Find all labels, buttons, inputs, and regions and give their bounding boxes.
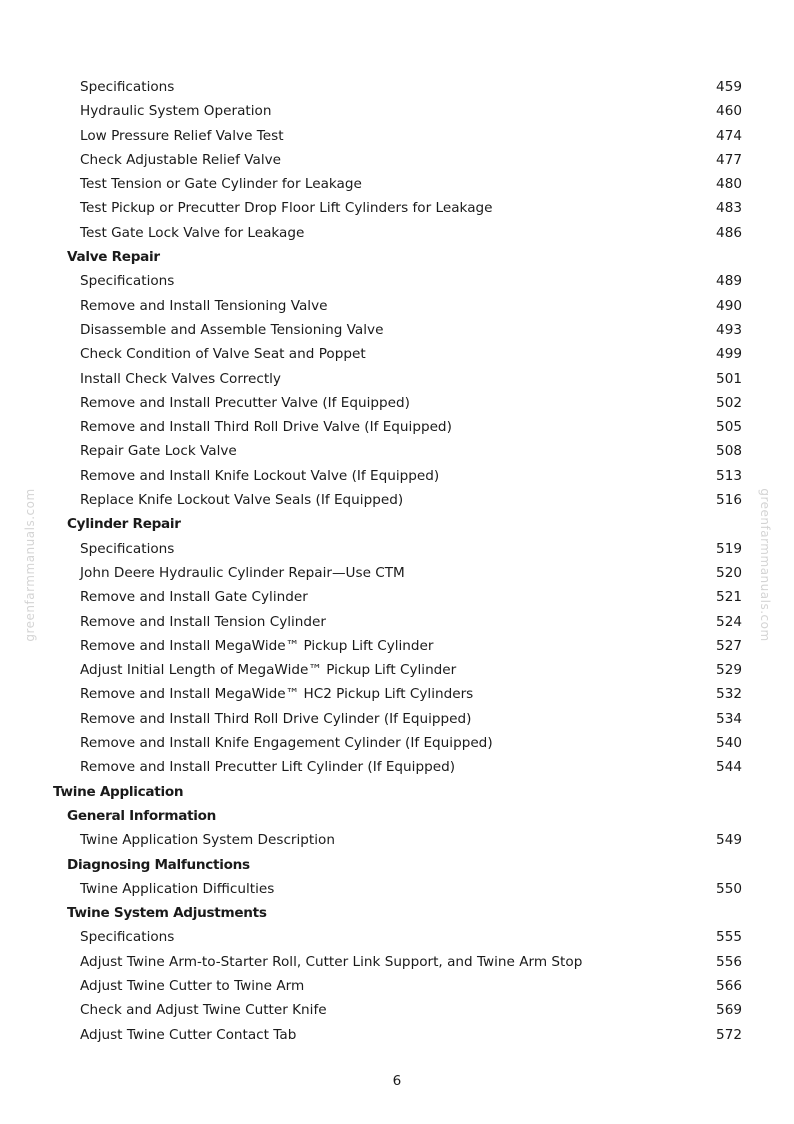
toc-entry-page: 534: [716, 710, 742, 727]
toc-entry-title: Twine Application Difficulties: [80, 880, 275, 897]
toc-entry-page: 490: [716, 297, 742, 314]
toc-entry-page: 544: [716, 759, 742, 776]
toc-entry-page: 460: [716, 103, 742, 120]
toc-entry[interactable]: [0, 439, 794, 463]
toc-entry-title: Twine System Adjustments: [67, 905, 267, 922]
toc-entry-title: Check and Adjust Twine Cutter Knife: [80, 1002, 327, 1019]
toc-entry[interactable]: [0, 75, 794, 99]
toc-entry-title: Specifications: [80, 79, 175, 95]
toc-entry[interactable]: [0, 342, 794, 366]
toc-entry-title: Specifications: [80, 273, 175, 290]
toc-entry-page: 524: [716, 613, 742, 630]
toc-entry-page: 549: [716, 832, 742, 849]
toc-entry-page: 474: [716, 127, 742, 144]
toc-entry[interactable]: [0, 998, 794, 1022]
toc-entry-title: Adjust Twine Cutter to Twine Arm: [80, 977, 305, 994]
toc-entry-page: 480: [716, 176, 742, 193]
watermark-left: greenfarmmanuals.com: [23, 488, 37, 642]
toc-entry-page: 550: [716, 880, 742, 897]
toc-entry-page: 519: [716, 540, 742, 557]
toc-entry-title: Twine Application: [53, 783, 184, 800]
toc-entry-title: Check Condition of Valve Seat and Poppet: [80, 346, 366, 363]
toc-entry-title: Valve Repair: [67, 249, 160, 266]
toc-entry[interactable]: [0, 464, 794, 488]
toc-entry-page: 572: [716, 1026, 742, 1043]
toc-section-heading[interactable]: [0, 853, 794, 877]
toc-entry-title: Disassemble and Assemble Tensioning Valve: [80, 321, 384, 338]
toc-entry-page: 502: [716, 394, 742, 411]
toc-entry-page: 459: [716, 79, 742, 95]
toc-section-heading[interactable]: [0, 780, 794, 804]
toc-entry[interactable]: [0, 950, 794, 974]
toc-entry-page: 505: [716, 419, 742, 436]
toc-entry-title: Replace Knife Lockout Valve Seals (If Equipped): [80, 492, 404, 509]
toc-entry-title: Remove and Install Tensioning Valve: [80, 297, 328, 314]
toc-entry[interactable]: [0, 707, 794, 731]
toc-entry-title: Remove and Install Precutter Valve (If Equipped): [80, 394, 410, 411]
toc-entry-page: 527: [716, 637, 742, 654]
toc-entry-title: Adjust Twine Cutter Contact Tab: [80, 1026, 297, 1043]
toc-entry-title: Hydraulic System Operation: [80, 103, 272, 120]
toc-section-heading[interactable]: [0, 804, 794, 828]
toc-entry-page: 521: [716, 589, 742, 606]
toc-entry-page: 513: [716, 467, 742, 484]
toc-entry[interactable]: [0, 634, 794, 658]
toc-section-heading[interactable]: [0, 512, 794, 536]
toc-entry-title: Check Adjustable Relief Valve: [80, 151, 282, 168]
toc-entry-title: Repair Gate Lock Valve: [80, 443, 237, 460]
toc-entry[interactable]: [0, 974, 794, 998]
toc-entry[interactable]: [0, 148, 794, 172]
toc-entry-title: Test Tension or Gate Cylinder for Leakage: [80, 176, 362, 193]
toc-entry[interactable]: [0, 610, 794, 634]
toc-entry-page: 486: [716, 224, 742, 241]
toc-entry-page: 532: [716, 686, 742, 703]
toc-entry-title: Remove and Install Third Roll Drive Cylinder (If Equipped): [80, 710, 472, 727]
toc-entry[interactable]: [0, 367, 794, 391]
toc-entry-page: 499: [716, 346, 742, 363]
toc-entry-page: 508: [716, 443, 742, 460]
toc-entry-title: Specifications: [80, 929, 175, 946]
toc-entry[interactable]: [0, 658, 794, 682]
toc-entry[interactable]: [0, 124, 794, 148]
toc-entry-page: 569: [716, 1002, 742, 1019]
toc-entry-page: 520: [716, 564, 742, 581]
toc-entry-page: 529: [716, 662, 742, 679]
toc-entry-title: Adjust Twine Arm-to-Starter Roll, Cutter Link Support, and Twine Arm Stop: [80, 953, 583, 970]
toc-entry[interactable]: [0, 172, 794, 196]
toc-entry-title: Remove and Install Knife Engagement Cylinder (If Equipped): [80, 735, 493, 752]
toc-entry-title: Remove and Install Gate Cylinder: [80, 589, 308, 606]
toc-entry-title: Cylinder Repair: [67, 516, 181, 533]
toc-entry-page: 493: [716, 321, 742, 338]
toc-entry[interactable]: [0, 537, 794, 561]
toc-entry-page: 540: [716, 735, 742, 752]
toc-entry-page: 489: [716, 273, 742, 290]
toc-entry[interactable]: [0, 755, 794, 779]
toc-entry[interactable]: [0, 221, 794, 245]
toc-entry[interactable]: [0, 828, 794, 852]
toc-entry-title: Low Pressure Relief Valve Test: [80, 127, 284, 144]
toc-entry-page: 566: [716, 977, 742, 994]
toc-entry[interactable]: [0, 731, 794, 755]
toc-entry[interactable]: [0, 877, 794, 901]
toc-section-heading[interactable]: [0, 901, 794, 925]
toc-entry-title: Remove and Install Third Roll Drive Valve (If Equipped): [80, 419, 452, 436]
toc-entry-title: John Deere Hydraulic Cylinder Repair—Use CTM: [80, 564, 405, 581]
table-of-contents: [0, 75, 794, 1047]
toc-entry-page: 555: [716, 929, 742, 946]
toc-entry-title: Remove and Install MegaWide™ Pickup Lift Cylinder: [80, 637, 434, 654]
toc-entry[interactable]: [0, 682, 794, 706]
toc-entry-title: Diagnosing Malfunctions: [67, 856, 250, 873]
toc-entry-page: 556: [716, 953, 742, 970]
toc-entry[interactable]: [0, 391, 794, 415]
toc-entry-page: 501: [716, 370, 742, 387]
toc-entry[interactable]: [0, 196, 794, 220]
toc-entry[interactable]: [0, 1023, 794, 1047]
toc-entry-title: Adjust Initial Length of MegaWide™ Pickup Lift Cylinder: [80, 662, 457, 679]
toc-entry-title: Specifications: [80, 540, 175, 557]
toc-entry[interactable]: [0, 925, 794, 949]
toc-entry-title: Remove and Install Precutter Lift Cylinder (If Equipped): [80, 759, 455, 776]
toc-entry-title: Remove and Install Tension Cylinder: [80, 613, 326, 630]
page-number: 6: [392, 1073, 402, 1089]
toc-entry[interactable]: [0, 99, 794, 123]
toc-entry[interactable]: [0, 488, 794, 512]
toc-entry-title: Test Gate Lock Valve for Leakage: [80, 224, 305, 241]
toc-entry[interactable]: [0, 269, 794, 293]
toc-entry-page: 477: [716, 151, 742, 168]
toc-entry[interactable]: [0, 318, 794, 342]
toc-entry-title: Twine Application System Description: [80, 832, 335, 849]
toc-entry-page: 516: [716, 492, 742, 509]
toc-entry-title: Remove and Install Knife Lockout Valve (If Equipped): [80, 467, 440, 484]
toc-entry-title: Remove and Install MegaWide™ HC2 Pickup Lift Cylinders: [80, 686, 474, 703]
toc-entry-page: 483: [716, 200, 742, 217]
toc-entry[interactable]: [0, 561, 794, 585]
toc-section-heading[interactable]: [0, 245, 794, 269]
toc-entry-title: Install Check Valves Correctly: [80, 370, 281, 387]
toc-entry-title: Test Pickup or Precutter Drop Floor Lift Cylinders for Leakage: [80, 200, 493, 217]
toc-entry[interactable]: [0, 294, 794, 318]
watermark-right: greenfarmmanuals.com: [758, 488, 772, 642]
toc-entry[interactable]: [0, 585, 794, 609]
toc-entry-title: General Information: [67, 807, 217, 824]
toc-entry[interactable]: [0, 415, 794, 439]
